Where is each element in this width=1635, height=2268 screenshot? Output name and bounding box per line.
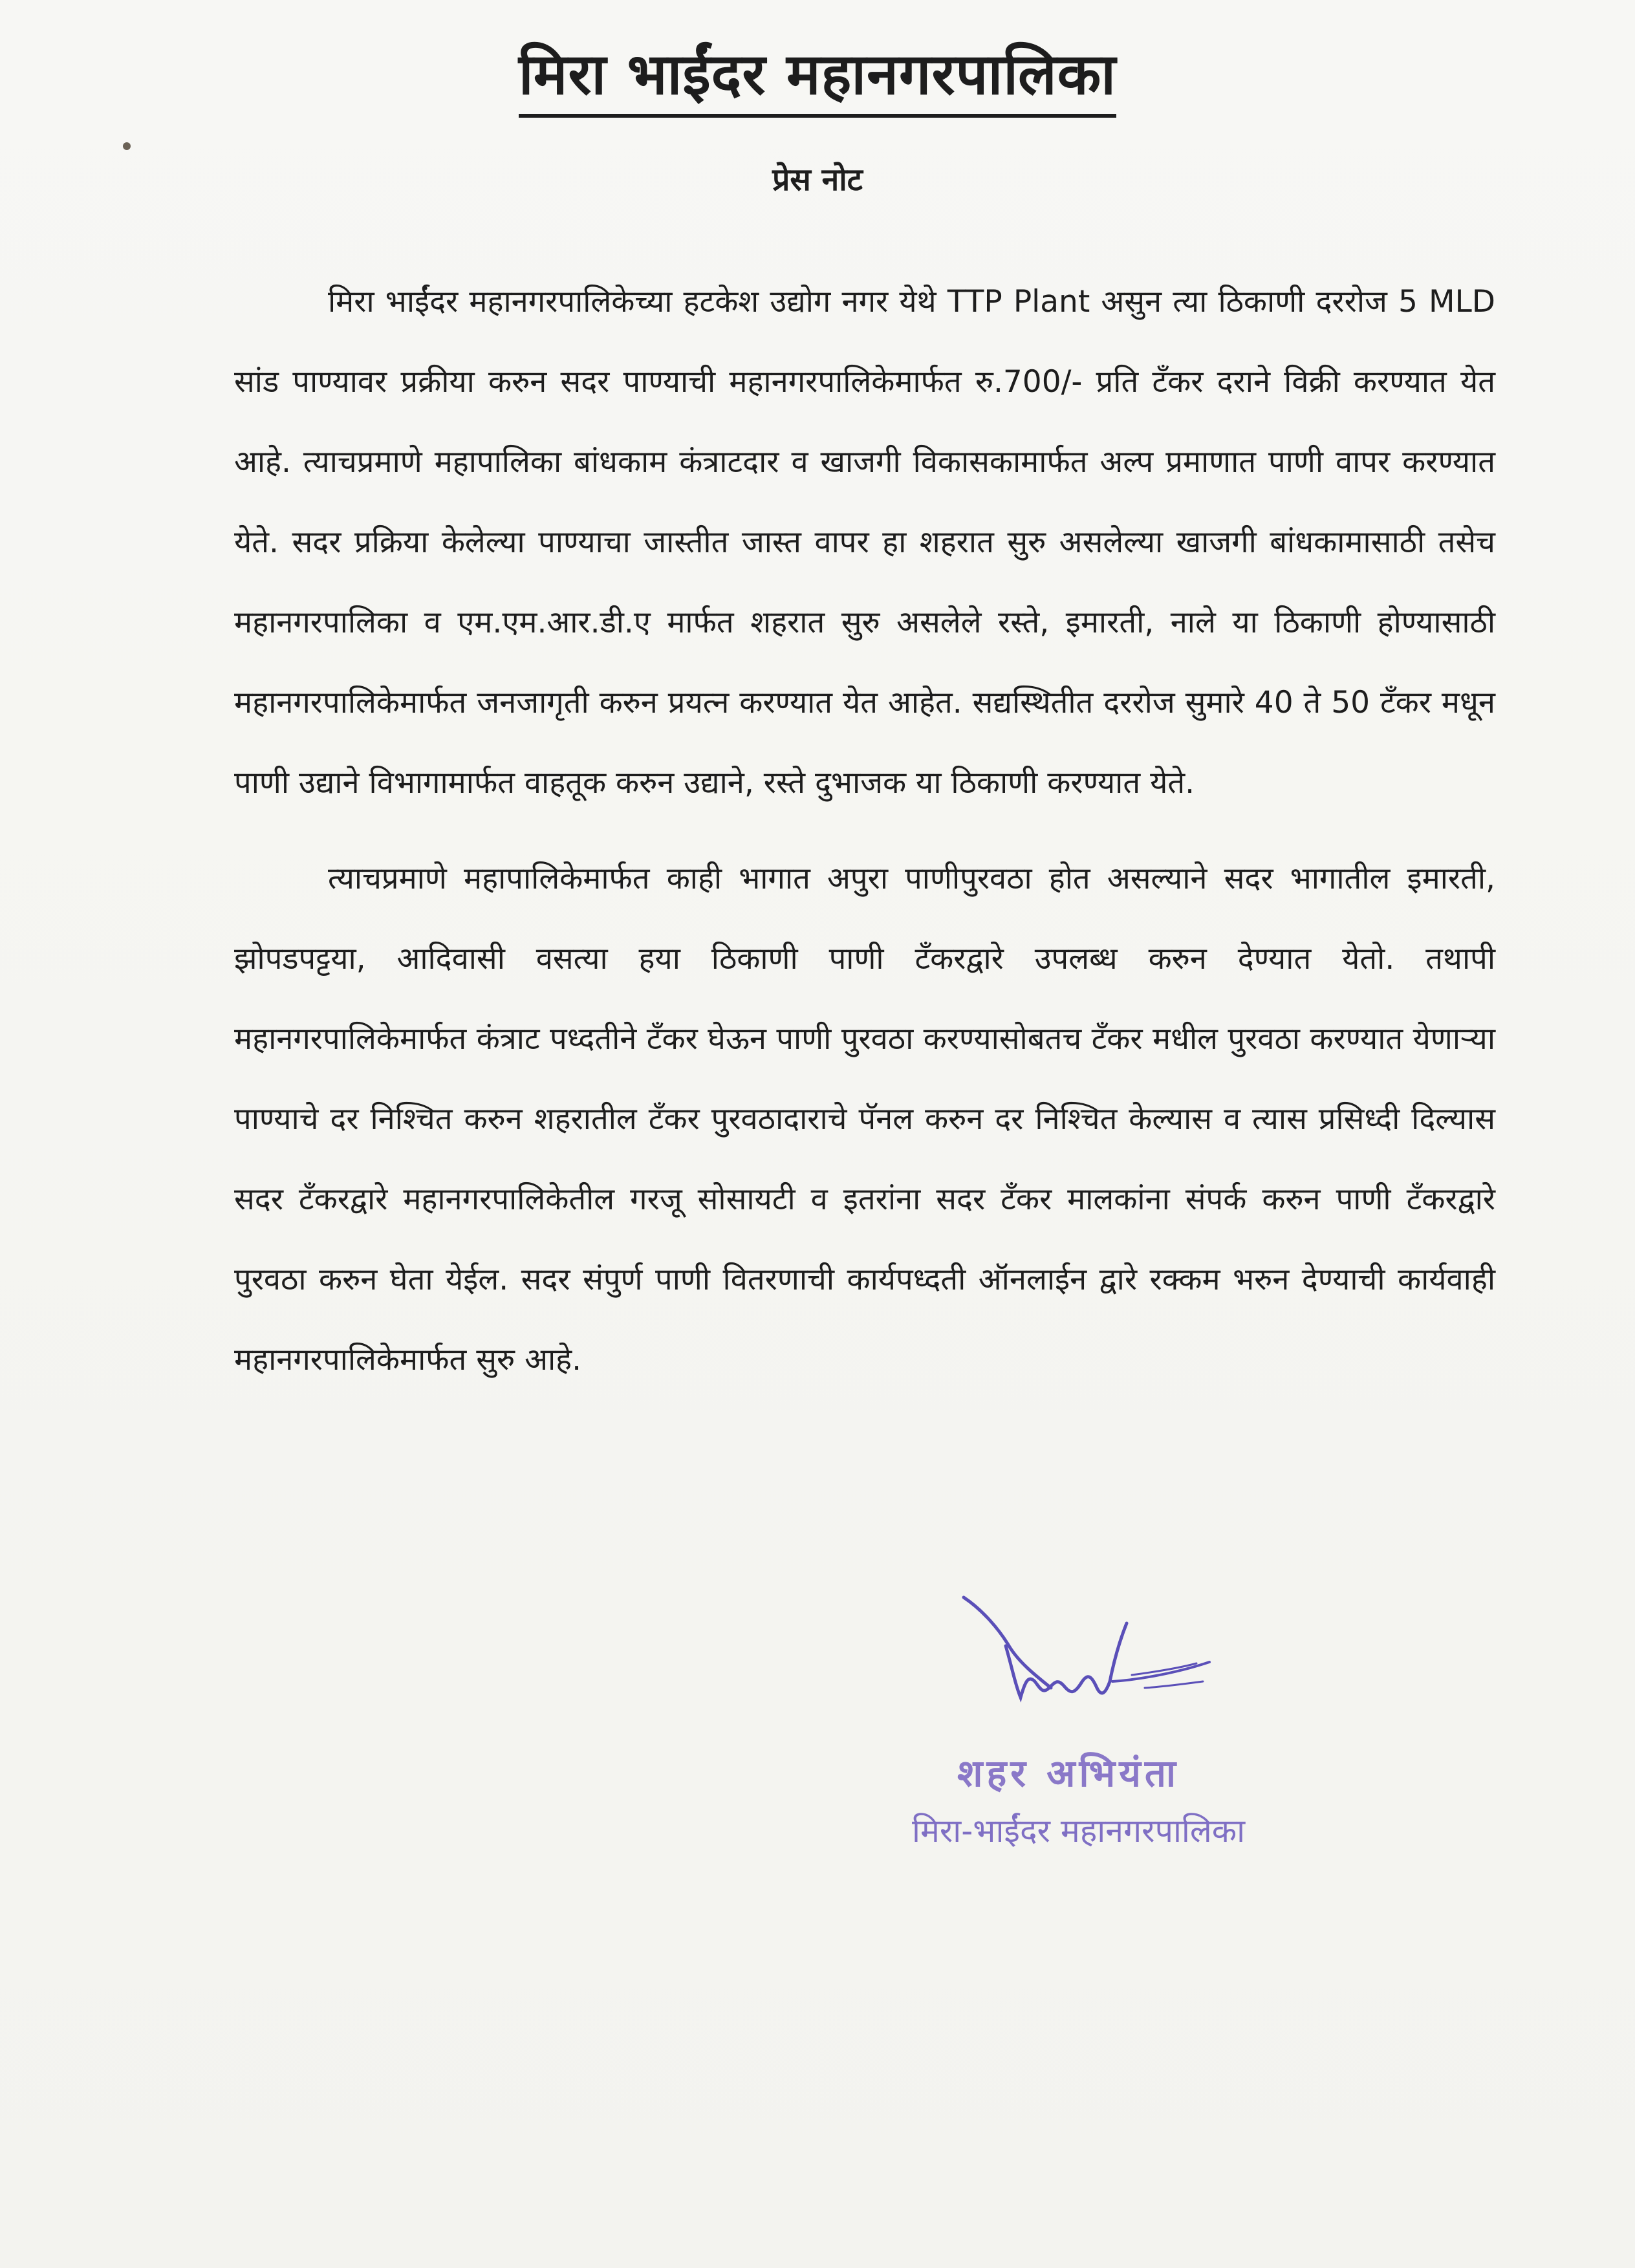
signature-block: [912, 1584, 1416, 1863]
handwritten-signature: [938, 1584, 1274, 1733]
paper-speck: [123, 142, 131, 150]
stamp-organization: मिरा-भाईंदर महानगरपालिका: [912, 1812, 1246, 1850]
document-title-text: मिरा भाईंदर महानगरपालिका: [519, 40, 1116, 118]
body-paragraph-2: त्याचप्रमाणे महापालिकेमार्फत काही भागात अपुरा पाणीपुरवठा होत असल्याने सदर भागातील इमारती, झोपडपट्टया, आदिवासी वसत्या हया ठिकाणी पाणी टॅंकरद्वारे उपलब्ध करुन देण्यात येतो. तथापी महानगरपालिकेमार्फत कंत्राट पध्दतीने टॅंकर घेऊन पाणी पुरवठा करण्यासोबतच टॅंकर मधील पुरवठा करण्यात येणाऱ्या पाण्याचे दर निश्चित करुन शहरातील टॅंकर पुरवठादाराचे पॅनल करुन दर निश्चित केल्यास व त्यास प्रसिध्दी दिल्यास सदर टॅंकरद्वारे महानगरपालिकेतील गरजू सोसायटी व इतरांना सदर टॅंकर मालकांना संपर्क करुन पाणी टॅंकरद्वारे पुरवठा करुन घेता येईल. सदर संपुर्ण पाणी वितरणाची कार्यपध्दती ऑनलाईन द्वारे रक्कम भरुन देण्याची कार्यवाही महानगरपालिकेमार्फत सुरु आहे.: [234, 861, 1495, 1377]
document-title: [0, 40, 1635, 118]
document-subtitle: प्रेस नोट: [772, 162, 863, 198]
stamp-designation: शहर अभियंता: [957, 1751, 1180, 1795]
document-body: [234, 262, 1495, 1416]
body-paragraph-1: मिरा भाईंदर महानगरपालिकेच्या हटकेश उद्योग नगर येथे TTP Plant असुन त्या ठिकाणी दररोज 5 MLD सांड पाण्यावर प्रक्रीया करुन सदर पाण्याची महानगरपालिकेमार्फत रु.700/- प्रति टॅंकर दराने विक्री करण्यात येत आहे. त्याचप्रमाणे महापालिका बांधकाम कंत्राटदार व खाजगी विकासकामार्फत अल्प प्रमाणात पाणी वापर करण्यात येते. सदर प्रक्रिया केलेल्या पाण्याचा जास्तीत जास्त वापर हा शहरात सुरु असलेल्या खाजगी बांधकामासाठी तसेच महानगरपालिका व एम.एम.आर.डी.ए मार्फत शहरात सुरु असलेले रस्ते, इमारती, नाले या ठिकाणी होण्यासाठी महानगरपालिकेमार्फत जनजागृती करुन प्रयत्न करण्यात येत आहेत. सद्यस्थितीत दररोज सुमारे 40 ते 50 टॅंकर मधून पाणी उद्याने विभागामार्फत वाहतूक करुन उद्याने, रस्ते दुभाजक या ठिकाणी करण्यात येते.: [234, 284, 1495, 801]
